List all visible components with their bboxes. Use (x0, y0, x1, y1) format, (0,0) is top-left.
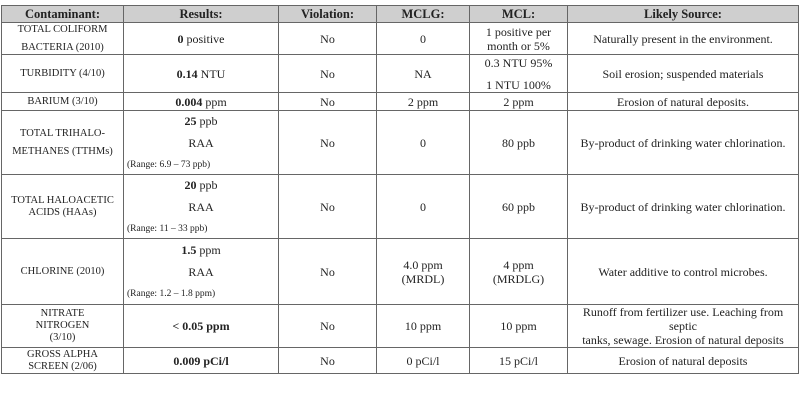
table-row (2, 23, 799, 55)
result-line (127, 95, 275, 109)
table-body (2, 23, 799, 374)
mcl-line: 0.3 NTU 95% (484, 55, 553, 70)
result-unit: ppb (196, 113, 218, 128)
result-range: (Range: 6.9 – 73 ppb) (127, 159, 211, 170)
result-unit: ppm (202, 94, 227, 109)
contaminant-cell (2, 239, 124, 305)
result-line (127, 67, 275, 81)
result-line (127, 354, 275, 368)
violation-cell: No (279, 23, 377, 55)
contaminant-line: BACTERIA (2010) (21, 41, 104, 53)
violation-cell: No (279, 175, 377, 239)
violation-cell: No (279, 55, 377, 93)
table-row (2, 111, 799, 175)
mclg-line: 0 (420, 135, 426, 150)
result-unit: NTU (197, 66, 226, 81)
header-row (2, 6, 799, 23)
source-line: Naturally present in the environment. (593, 31, 773, 46)
result-value: < 0.05 ppm (172, 319, 230, 333)
header-violation: Violation: (279, 6, 377, 23)
contaminant-line: METHANES (TTHMs) (12, 145, 113, 157)
violation-cell: No (279, 348, 377, 374)
result-line (127, 178, 275, 192)
header-likely-source: Likely Source: (568, 6, 799, 23)
source-line: By-product of drinking water chlorination. (580, 135, 786, 150)
result-value: 20 (184, 177, 197, 192)
results-cell (124, 55, 279, 93)
contaminant-line: NITROGEN (35, 320, 90, 331)
mcl-cell (470, 305, 568, 348)
contaminant-line: TOTAL TRIHALO- (20, 127, 105, 139)
mclg-line: (MRDL) (401, 271, 445, 286)
mclg-cell (377, 175, 470, 239)
likely-source-cell (568, 305, 799, 348)
result-value: 25 (184, 113, 197, 128)
mcl-line: 1 positive per (485, 24, 552, 39)
mclg-line: 4.0 ppm (403, 257, 443, 272)
mclg-cell (377, 111, 470, 175)
likely-source-cell (568, 348, 799, 374)
mclg-cell (377, 93, 470, 111)
likely-source-cell (568, 239, 799, 305)
mcl-cell (470, 23, 568, 55)
mcl-cell (470, 111, 568, 175)
mcl-line: 80 ppb (502, 135, 535, 150)
mclg-line: 0 (420, 199, 426, 214)
contaminant-line: TOTAL COLIFORM (17, 23, 108, 35)
contaminant-cell (2, 93, 124, 111)
mcl-line: 2 ppm (503, 94, 534, 109)
result-raa: RAA (188, 199, 214, 214)
table-row (2, 93, 799, 111)
contaminant-line: BARIUM (3/10) (27, 95, 98, 107)
table-row (2, 348, 799, 374)
mclg-cell (377, 239, 470, 305)
table-row (2, 305, 799, 348)
result-value: 0.004 (175, 94, 203, 109)
mclg-cell (377, 23, 470, 55)
source-line: By-product of drinking water chlorination. (580, 199, 786, 214)
contaminant-cell (2, 348, 124, 374)
contaminant-cell (2, 111, 124, 175)
results-cell (124, 111, 279, 175)
table-row (2, 55, 799, 93)
results-cell (124, 239, 279, 305)
contaminant-line: (3/10) (49, 332, 76, 343)
mclg-line: NA (414, 66, 432, 81)
results-cell (124, 93, 279, 111)
mclg-cell (377, 348, 470, 374)
header-results: Results: (124, 6, 279, 23)
table-row (2, 239, 799, 305)
violation-cell: No (279, 111, 377, 175)
contaminant-cell (2, 175, 124, 239)
result-value: 0 (177, 31, 184, 46)
mcl-line: 15 pCi/l (498, 353, 538, 368)
results-cell (124, 23, 279, 55)
result-line (127, 114, 275, 128)
contaminant-line: CHLORINE (2010) (20, 265, 105, 277)
results-cell (124, 348, 279, 374)
contaminant-line: TURBIDITY (4/10) (20, 67, 105, 79)
result-value: 0.009 pCi/l (173, 353, 229, 368)
source-line: Water additive to control microbes. (598, 264, 768, 279)
likely-source-cell (568, 175, 799, 239)
contaminant-line: TOTAL HALOACETIC (11, 194, 114, 206)
contaminant-cell (2, 23, 124, 55)
likely-source-cell (568, 55, 799, 93)
mcl-cell (470, 348, 568, 374)
result-unit: ppm (196, 242, 221, 257)
water-quality-table (1, 5, 799, 374)
result-raa: RAA (188, 135, 214, 150)
mcl-cell (470, 93, 568, 111)
mcl-line: (MRDLG) (492, 271, 545, 286)
source-line: tanks, sewage. Erosion of natural deposits (582, 333, 784, 347)
contaminant-line: NITRATE (40, 308, 85, 319)
result-range: (Range: 1.2 – 1.8 ppm) (127, 288, 216, 299)
mclg-line: 0 (420, 31, 426, 46)
violation-cell: No (279, 239, 377, 305)
violation-cell: No (279, 93, 377, 111)
mcl-cell (470, 175, 568, 239)
result-unit: ppb (196, 177, 218, 192)
result-line (127, 243, 275, 257)
contaminant-cell (2, 305, 124, 348)
mclg-line: 10 ppm (404, 319, 442, 333)
source-line: Soil erosion; suspended materials (602, 66, 764, 81)
mclg-cell (377, 55, 470, 93)
source-line: Erosion of natural deposits. (617, 94, 749, 109)
results-cell (124, 305, 279, 348)
result-line (127, 32, 275, 46)
mclg-cell (377, 305, 470, 348)
mcl-cell (470, 239, 568, 305)
mcl-line: 60 ppb (502, 199, 535, 214)
results-cell (124, 175, 279, 239)
mclg-line: 2 ppm (407, 94, 439, 109)
contaminant-cell (2, 55, 124, 93)
result-value: 0.14 (176, 66, 198, 81)
result-value: 1.5 (181, 242, 197, 257)
likely-source-cell (568, 23, 799, 55)
result-line (127, 319, 275, 333)
result-raa: RAA (188, 264, 214, 279)
contaminant-line: SCREEN (2/06) (28, 360, 97, 372)
violation-cell: No (279, 305, 377, 348)
mcl-line: 1 NTU 100% (486, 77, 551, 92)
table-row (2, 175, 799, 239)
mclg-line: 0 pCi/l (406, 353, 440, 368)
mcl-line: 4 ppm (503, 257, 534, 272)
mcl-cell (470, 55, 568, 93)
likely-source-cell (568, 111, 799, 175)
contaminant-line: ACIDS (HAAs) (28, 206, 97, 218)
result-range: (Range: 11 – 33 ppb) (127, 223, 208, 234)
source-line: Runoff from fertilizer use. Leaching from septic (582, 305, 784, 333)
mcl-line: 10 ppm (500, 319, 537, 333)
header-mcl: MCL: (470, 6, 568, 23)
header-mclg: MCLG: (377, 6, 470, 23)
header-contaminant: Contaminant: (2, 6, 124, 23)
source-line: Erosion of natural deposits (618, 353, 748, 368)
likely-source-cell (568, 93, 799, 111)
mcl-line: month or 5% (487, 38, 550, 53)
contaminant-line: GROSS ALPHA (27, 348, 98, 360)
result-unit: positive (183, 31, 225, 46)
